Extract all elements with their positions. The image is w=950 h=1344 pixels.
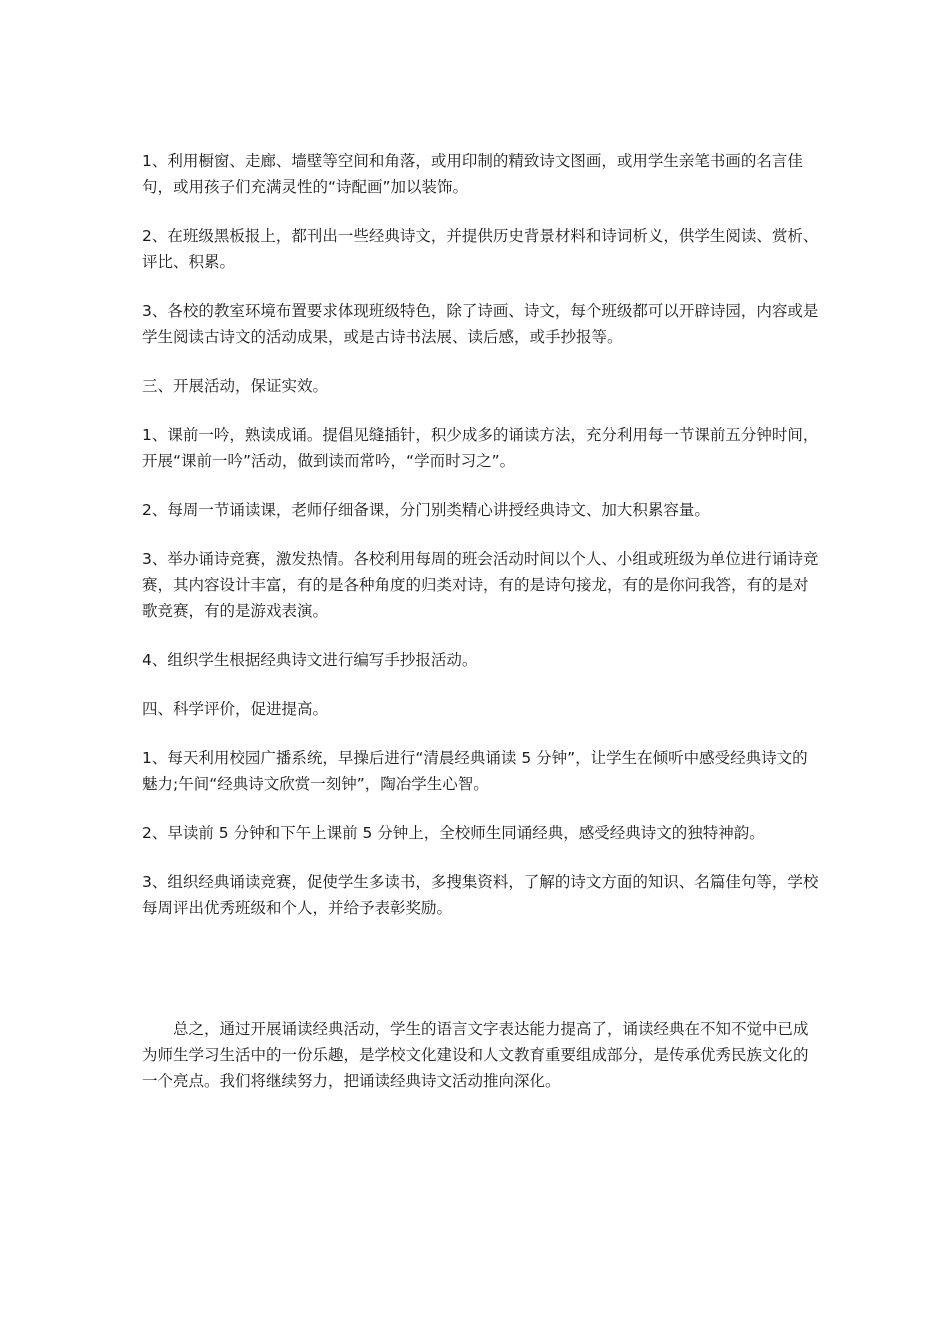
- evaluation-item-2: 2、早读前 5 分钟和下午上课前 5 分钟上，全校师生同诵经典，感受经典诗文的独特神韵。: [142, 824, 765, 842]
- section-heading-activities: 三、开展活动，保证实效。: [142, 377, 329, 395]
- paragraph-decoration-3: 3、各校的教室环境布置要求体现班级特色，除了诗画、诗文，每个班级都可以开辟诗园，内容或是学生阅读古诗文的活动成果，或是古诗书法展、读后感，或手抄报等。: [142, 302, 819, 346]
- activity-item-1: 1、课前一吟，熟读成诵。提倡见缝插针，积少成多的诵读方法，充分利用每一节课前五分钟时间，开展“课前一吟”活动，做到读而常吟，“学而时习之”。: [142, 426, 819, 470]
- activity-item-4: 4、组织学生根据经典诗文进行编写手抄报活动。: [142, 651, 478, 669]
- paragraph-decoration-1: 1、利用橱窗、走廊、墙壁等空间和角落，或用印制的精致诗文图画，或用学生亲笔书画的名言佳句，或用孩子们充满灵性的“诗配画”加以装饰。: [142, 152, 803, 196]
- evaluation-item-3: 3、组织经典诵读竞赛，促使学生多读书，多搜集资料，了解的诗文方面的知识、名篇佳句等，学校每周评出优秀班级和个人，并给予表彰奖励。: [142, 873, 819, 917]
- evaluation-item-1: 1、每天利用校园广播系统，早操后进行“清晨经典诵读 5 分钟”，让学生在倾听中感受经典诗文的魅力;午间“经典诗文欣赏一刻钟”，陶冶学生心智。: [142, 749, 808, 793]
- paragraph-decoration-2: 2、在班级黑板报上，都刊出一些经典诗文，并提供历史背景材料和诗词析义，供学生阅读、赏析、评比、积累。: [142, 227, 819, 271]
- conclusion-paragraph: 总之，通过开展诵读经典活动，学生的语言文字表达能力提高了，诵读经典在不知不觉中已成为师生学习生活中的一份乐趣，是学校文化建设和人文教育重要组成部分，是传承优秀民族文化的一个亮点。我们将继续努力，把诵读经典诗文活动推向深化。: [142, 1020, 809, 1090]
- blank-space: [142, 944, 822, 1016]
- activity-item-2: 2、每周一节诵读课，老师仔细备课，分门别类精心讲授经典诗文、加大积累容量。: [142, 501, 710, 519]
- document-body: [142, 148, 822, 1117]
- activity-item-3: 3、举办诵诗竞赛，激发热情。各校利用每周的班会活动时间以个人、小组或班级为单位进行诵诗竞赛，其内容设计丰富，有的是各种角度的归类对诗，有的是诗句接龙，有的是你问我答，有的是对歌竞赛，有的是游戏表演。: [142, 550, 819, 620]
- section-heading-evaluation: 四、科学评价，促进提高。: [142, 700, 329, 718]
